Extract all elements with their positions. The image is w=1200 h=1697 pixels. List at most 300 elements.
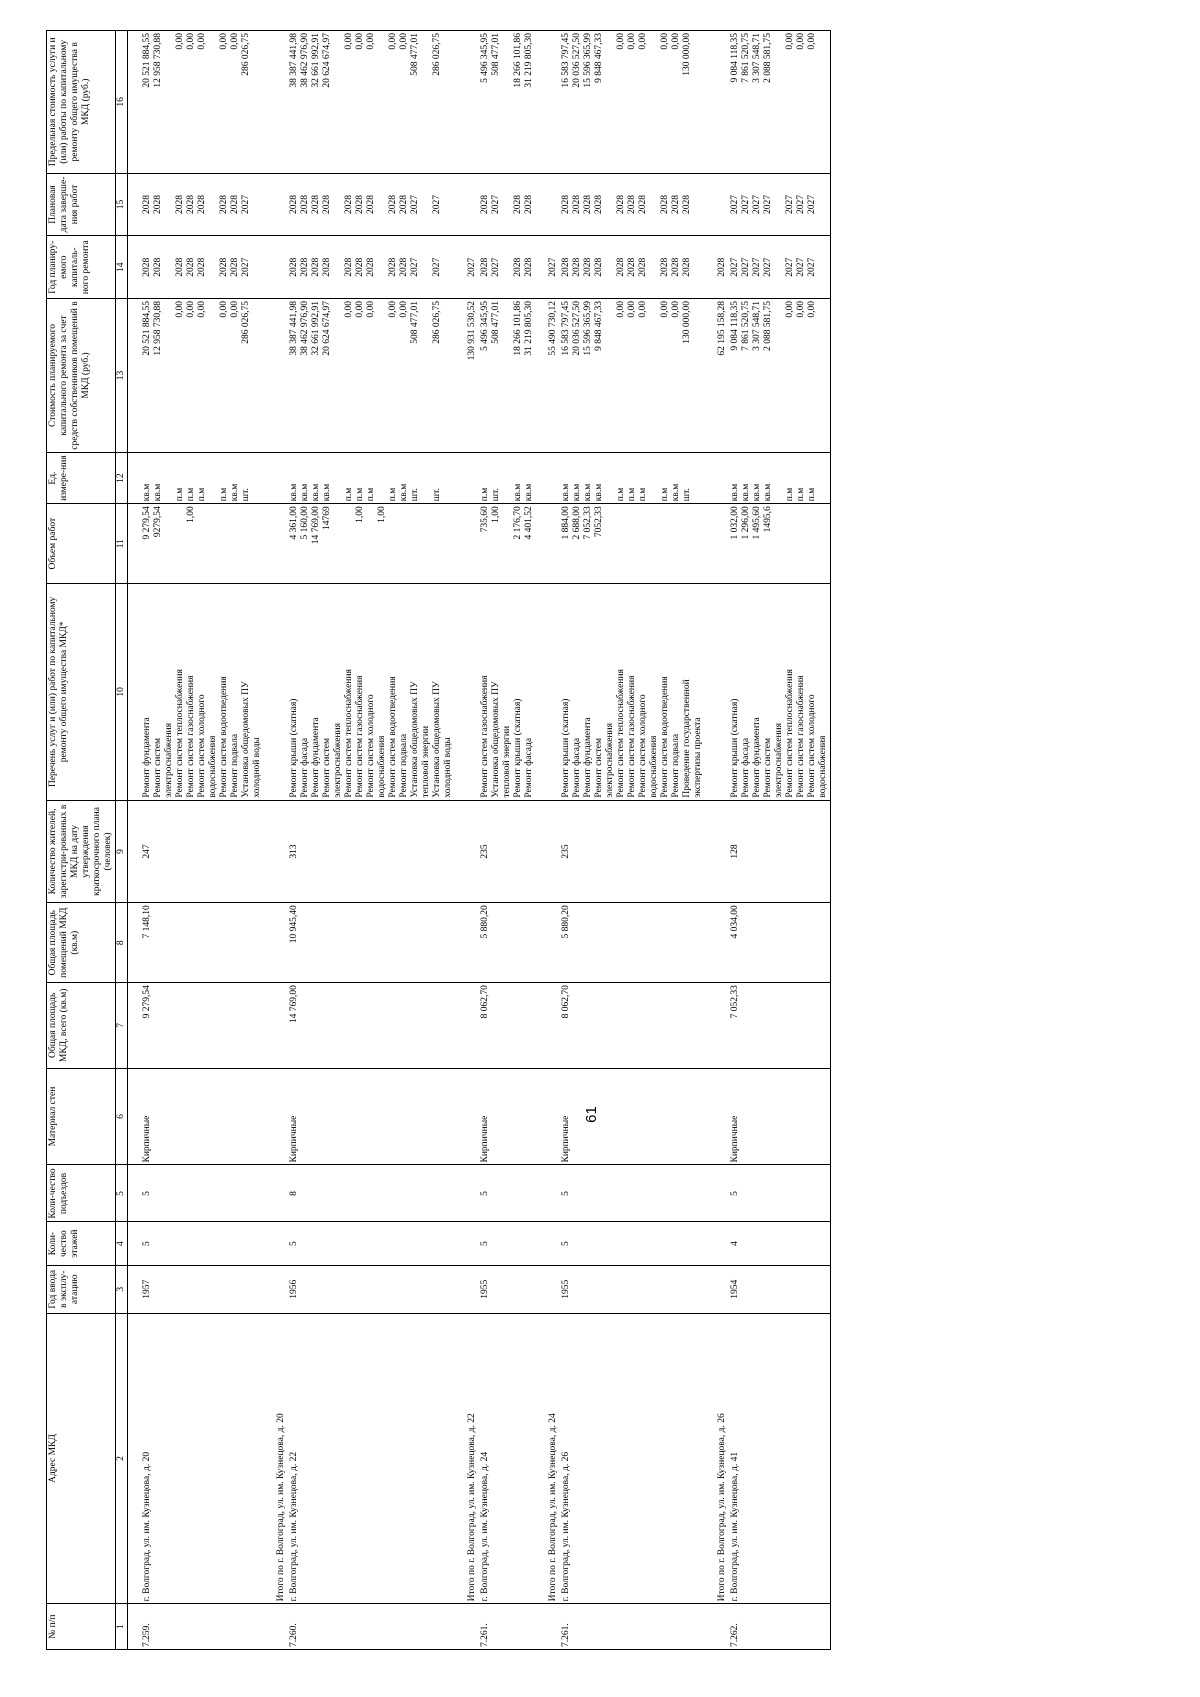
wall-material: Кирпичные — [141, 1068, 264, 1165]
work-unit: п.м — [660, 487, 670, 502]
work-year-column — [141, 236, 264, 299]
work-volume-column — [560, 504, 705, 584]
residents: 128 — [729, 800, 831, 903]
empty-cell — [128, 800, 142, 903]
work-date: 2027 — [763, 195, 773, 214]
work-date: 2028 — [219, 195, 229, 214]
column-header: Материал стен — [47, 1068, 116, 1165]
work-name-line: Ремонт систем холодного — [638, 694, 648, 798]
floors: 5 — [141, 1222, 264, 1265]
column-number: 9 — [116, 800, 128, 903]
work-year: 2028 — [230, 257, 240, 277]
work-date: 2028 — [355, 195, 365, 214]
address-cell: г. Волгоград, ул. им. Кузнецова, д. 20 — [141, 1313, 264, 1604]
column-number: 4 — [116, 1222, 128, 1265]
work-name-line: электроснабжения — [164, 723, 174, 798]
work-unit: кв.м — [513, 483, 523, 502]
work-limit: 7 861 520,75 — [741, 33, 751, 83]
total-year: 2027 — [536, 236, 560, 299]
entrances: 5 — [479, 1165, 536, 1222]
work-year: 2028 — [388, 257, 398, 277]
empty-cell — [705, 1165, 729, 1222]
work-name-line: водоснабжения — [818, 735, 828, 798]
column-header: Общая площадь МКД, всего (кв.м) — [47, 983, 116, 1069]
empty-cell — [264, 983, 288, 1069]
work-name-line: Ремонт систем водоотведения — [388, 676, 398, 798]
total-year: 2027 — [455, 236, 479, 299]
work-cost: 0,00 — [785, 301, 795, 318]
empty-cell — [705, 903, 729, 983]
work-limit: 0,00 — [807, 33, 817, 50]
work-year: 2027 — [741, 257, 751, 277]
work-name-line: Ремонт систем — [763, 738, 773, 798]
work-unit-column — [729, 452, 831, 503]
work-limit-column — [560, 31, 705, 174]
total-cost: 130 931 530,52 — [455, 299, 479, 453]
work-cost: 0,00 — [638, 301, 648, 318]
work-unit: шт. — [682, 488, 692, 502]
work-year: 2027 — [763, 257, 773, 277]
work-unit: шт. — [241, 488, 251, 502]
work-limit: 0,00 — [399, 33, 409, 50]
work-volume: 9279,54 — [153, 506, 163, 538]
empty-cell — [536, 504, 560, 584]
empty-cell — [128, 173, 142, 236]
total-label: Итого по г. Волгоград, ул. им. Кузнецова, д. 22 — [455, 1313, 479, 1604]
work-cost: 508 477,01 — [491, 301, 501, 344]
wall-material: Кирпичные — [729, 1068, 831, 1165]
work-year: 2028 — [153, 257, 163, 277]
work-limit: 20 624 674,97 — [322, 33, 332, 88]
work-date: 2028 — [197, 195, 207, 214]
work-volume: 1 495,60 — [752, 506, 762, 540]
total-label: Итого по г. Волгоград, ул. им. Кузнецова, д. 24 — [536, 1313, 560, 1604]
work-limit: 18 266 101,86 — [513, 33, 523, 88]
work-date: 2027 — [491, 195, 501, 214]
column-number: 15 — [116, 173, 128, 236]
work-date: 2028 — [572, 195, 582, 214]
work-unit: кв.м — [142, 483, 152, 502]
work-date: 2028 — [561, 195, 571, 214]
commission-year: 1954 — [729, 1265, 831, 1313]
work-unit: кв.м — [741, 483, 751, 502]
work-cost: 16 583 797,45 — [561, 301, 571, 356]
residents: 235 — [479, 800, 536, 903]
work-name-line: Ремонт систем теплоснабжения — [175, 669, 185, 798]
work-volume: 1,00 — [186, 506, 196, 523]
work-unit: кв.м — [230, 483, 240, 502]
empty-cell — [128, 452, 142, 503]
total-year — [264, 236, 288, 299]
area-total: 9 279,54 — [141, 983, 264, 1069]
entrances: 5 — [560, 1165, 705, 1222]
work-date: 2028 — [660, 195, 670, 214]
empty-cell — [264, 584, 288, 801]
work-cost: 0,00 — [197, 301, 207, 318]
empty-cell — [264, 1604, 288, 1650]
column-header: Плановая дата заверше-ния работ — [47, 173, 116, 236]
work-limit: 38 462 976,90 — [300, 33, 310, 88]
work-volume: 7 052,33 — [583, 506, 593, 540]
empty-cell — [455, 504, 479, 584]
empty-cell — [264, 173, 288, 236]
column-header: Год планиру-емого капиталь-ного ремонта — [47, 236, 116, 299]
work-name-line: Ремонт систем газоснабжения — [796, 675, 806, 798]
work-unit: кв.м — [763, 483, 773, 502]
work-limit: 12 958 730,88 — [153, 33, 163, 88]
work-year: 2028 — [594, 257, 604, 277]
work-unit: п.м — [638, 487, 648, 502]
empty-cell — [536, 173, 560, 236]
row-number: 7.260. — [288, 1604, 455, 1650]
work-name-line: Ремонт систем водоотведения — [660, 676, 670, 798]
work-cost: 12 958 730,88 — [153, 301, 163, 356]
column-number: 8 — [116, 903, 128, 983]
work-name-line: Ремонт систем теплоснабжения — [344, 669, 354, 798]
wall-material: Кирпичные — [288, 1068, 455, 1165]
work-unit: шт. — [491, 488, 501, 502]
building-row — [560, 31, 705, 1650]
work-unit: п.м — [796, 487, 806, 502]
empty-cell — [705, 504, 729, 584]
column-number-row — [116, 31, 128, 1650]
commission-year: 1955 — [560, 1265, 705, 1313]
empty-cell — [705, 31, 729, 174]
empty-cell — [536, 983, 560, 1069]
work-date-column — [560, 173, 705, 236]
column-number: 13 — [116, 299, 128, 453]
work-unit-column — [479, 452, 536, 503]
work-date: 2028 — [153, 195, 163, 214]
work-year: 2028 — [355, 257, 365, 277]
work-name-line: Ремонт систем теплоснабжения — [785, 669, 795, 798]
work-limit: 31 219 805,30 — [524, 33, 534, 88]
work-volume: 735,60 — [480, 506, 490, 533]
total-row — [128, 31, 142, 1650]
work-year: 2028 — [289, 257, 299, 277]
work-limit: 130 000,00 — [682, 33, 692, 76]
work-cost: 20 624 674,97 — [322, 301, 332, 356]
work-year: 2027 — [785, 257, 795, 277]
work-volume: 4 361,00 — [289, 506, 299, 540]
work-cost: 0,00 — [671, 301, 681, 318]
work-year-column — [729, 236, 831, 299]
address-cell: г. Волгоград, ул. им. Кузнецова, д. 24 — [479, 1313, 536, 1604]
work-name-line: Ремонт фундамента — [583, 717, 593, 798]
work-date: 2028 — [627, 195, 637, 214]
empty-cell — [128, 31, 142, 174]
empty-cell — [455, 584, 479, 801]
work-year: 2028 — [175, 257, 185, 277]
work-cost: 0,00 — [230, 301, 240, 318]
work-limit: 0,00 — [627, 33, 637, 50]
work-year: 2028 — [671, 257, 681, 277]
empty-cell — [455, 1068, 479, 1165]
empty-cell — [705, 173, 729, 236]
work-cost: 20 036 527,50 — [572, 301, 582, 356]
empty-cell — [455, 1222, 479, 1265]
work-name-line: Ремонт систем — [322, 738, 332, 798]
address-cell: г. Волгоград, ул. им. Кузнецова, д. 41 — [729, 1313, 831, 1604]
empty-cell — [705, 452, 729, 503]
work-limit-column — [729, 31, 831, 174]
empty-cell — [128, 1265, 142, 1313]
work-year: 2028 — [366, 257, 376, 277]
work-limit: 0,00 — [344, 33, 354, 50]
entrances: 8 — [288, 1165, 455, 1222]
work-date: 2028 — [366, 195, 376, 214]
work-cost: 7 861 520,75 — [741, 301, 751, 351]
work-name-line: водоснабжения — [377, 735, 387, 798]
work-date: 2028 — [388, 195, 398, 214]
entrances: 5 — [141, 1165, 264, 1222]
work-cost: 0,00 — [807, 301, 817, 318]
work-unit: кв.м — [572, 483, 582, 502]
work-name-line: электроснабжения — [774, 723, 784, 798]
address-cell: г. Волгоград, ул. им. Кузнецова, д. 26 — [560, 1313, 705, 1604]
work-unit: кв.м — [524, 483, 534, 502]
work-date-column — [479, 173, 536, 236]
work-cost: 18 266 101,86 — [513, 301, 523, 356]
area-total: 8 062,70 — [479, 983, 536, 1069]
work-year: 2028 — [186, 257, 196, 277]
area-total: 8 062,70 — [560, 983, 705, 1069]
work-limit: 0,00 — [219, 33, 229, 50]
work-name-line: водоснабжения — [208, 735, 218, 798]
work-limit: 9 084 118,35 — [730, 33, 740, 83]
work-year-column — [479, 236, 536, 299]
column-header: Перечень услуг и (или) работ по капитальному ремонту общего имущества МКД* — [47, 584, 116, 801]
wall-material: Кирпичные — [560, 1068, 705, 1165]
work-date: 2028 — [289, 195, 299, 214]
work-name-line: тепловой энергии — [502, 725, 512, 798]
work-date: 2028 — [175, 195, 185, 214]
work-date: 2028 — [399, 195, 409, 214]
work-cost: 508 477,01 — [410, 301, 420, 344]
work-year: 2027 — [432, 257, 442, 277]
area-premises: 4 034,00 — [729, 903, 831, 983]
work-cost-column — [729, 299, 831, 453]
work-cost: 0,00 — [219, 301, 229, 318]
empty-cell — [536, 903, 560, 983]
work-volume: 7052,33 — [594, 506, 604, 538]
work-unit: п.м — [785, 487, 795, 502]
work-unit: п.м — [186, 487, 196, 502]
column-header: Адрес МКД — [47, 1313, 116, 1604]
empty-cell — [536, 1265, 560, 1313]
address-cell: г. Волгоград, ул. им. Кузнецова, д. 22 — [288, 1313, 455, 1604]
work-volume: 14769 — [322, 506, 332, 530]
empty-cell — [536, 800, 560, 903]
work-cost: 0,00 — [175, 301, 185, 318]
empty-cell — [705, 584, 729, 801]
work-unit: п.м — [344, 487, 354, 502]
work-year: 2027 — [730, 257, 740, 277]
work-name-line: холодной воды — [443, 737, 453, 798]
capital-repair-table — [46, 30, 831, 1650]
empty-cell — [536, 1604, 560, 1650]
work-year: 2028 — [197, 257, 207, 277]
work-unit: кв.м — [322, 483, 332, 502]
total-year — [128, 236, 142, 299]
work-volume: 4 401,52 — [524, 506, 534, 540]
total-cost: 55 490 730,12 — [536, 299, 560, 453]
work-cost-column — [560, 299, 705, 453]
work-unit: кв.м — [289, 483, 299, 502]
work-name-line: Ремонт подвала — [671, 733, 681, 798]
work-limit: 32 661 992,91 — [311, 33, 321, 88]
total-year: 2028 — [705, 236, 729, 299]
work-limit: 15 596 365,99 — [583, 33, 593, 88]
empty-cell — [705, 1604, 729, 1650]
column-header: Общая площадь помещений МКД (кв.м) — [47, 903, 116, 983]
work-date: 2028 — [300, 195, 310, 214]
empty-cell — [128, 504, 142, 584]
work-name-line: электроснабжения — [333, 723, 343, 798]
work-date: 2028 — [594, 195, 604, 214]
works-list — [560, 584, 705, 801]
work-unit: кв.м — [730, 483, 740, 502]
empty-cell — [705, 1222, 729, 1265]
work-unit: п.м — [355, 487, 365, 502]
total-label: Итого по г. Волгоград, ул. им. Кузнецова, д. 26 — [705, 1313, 729, 1604]
work-name-line: Ремонт фундамента — [142, 717, 152, 798]
work-name-line: Ремонт фасада — [524, 737, 534, 798]
work-limit: 508 477,01 — [491, 33, 501, 76]
entrances: 5 — [729, 1165, 831, 1222]
work-unit: шт. — [432, 488, 442, 502]
area-total: 14 769,00 — [288, 983, 455, 1069]
work-name-line: Ремонт крыши (скатная) — [289, 698, 299, 798]
empty-cell — [264, 800, 288, 903]
work-limit: 38 387 441,98 — [289, 33, 299, 88]
work-volume: 1495,6 — [763, 506, 773, 533]
work-unit: п.м — [616, 487, 626, 502]
work-volume: 14 769,00 — [311, 506, 321, 545]
work-limit: 2 088 581,75 — [763, 33, 773, 83]
empty-cell — [536, 1165, 560, 1222]
work-limit-column — [479, 31, 536, 174]
work-limit-column — [288, 31, 455, 174]
work-volume: 1,00 — [491, 506, 501, 523]
work-limit: 286 026,75 — [241, 33, 251, 76]
work-year-column — [560, 236, 705, 299]
column-number: 16 — [116, 31, 128, 174]
work-date: 2028 — [513, 195, 523, 214]
column-number: 10 — [116, 584, 128, 801]
work-unit: кв.м — [300, 483, 310, 502]
work-date: 2027 — [752, 195, 762, 214]
column-header: Коли-чество этажей — [47, 1222, 116, 1265]
empty-cell — [455, 800, 479, 903]
work-year: 2027 — [241, 257, 251, 277]
work-limit: 5 496 345,95 — [480, 33, 490, 83]
area-premises: 7 148,10 — [141, 903, 264, 983]
work-cost: 0,00 — [186, 301, 196, 318]
work-cost: 32 661 992,91 — [311, 301, 321, 356]
work-cost: 3 307 548,71 — [752, 301, 762, 351]
column-header: Стоимость планируемого капитального ремонта за счет средств собственников помещений в МКД (руб.) — [47, 299, 116, 453]
work-date: 2028 — [480, 195, 490, 214]
work-date: 2027 — [785, 195, 795, 214]
work-limit: 0,00 — [616, 33, 626, 50]
work-cost: 9 084 118,35 — [730, 301, 740, 351]
work-limit: 0,00 — [660, 33, 670, 50]
work-name-line: Ремонт систем газоснабжения — [186, 675, 196, 798]
work-unit: п.м — [219, 487, 229, 502]
empty-cell — [264, 452, 288, 503]
row-number: 7.261. — [560, 1604, 705, 1650]
work-unit: кв.м — [671, 483, 681, 502]
work-unit: кв.м — [583, 483, 593, 502]
row-number: 7.261. — [479, 1604, 536, 1650]
work-date-column — [729, 173, 831, 236]
work-year: 2028 — [344, 257, 354, 277]
work-year: 2028 — [480, 257, 490, 277]
work-name-line: Ремонт крыши (скатная) — [730, 698, 740, 798]
work-year: 2028 — [572, 257, 582, 277]
work-cost: 0,00 — [366, 301, 376, 318]
commission-year: 1957 — [141, 1265, 264, 1313]
work-volume: 1,00 — [355, 506, 365, 523]
work-name-line: Ремонт систем газоснабжения — [355, 675, 365, 798]
work-date: 2028 — [142, 195, 152, 214]
total-label: Итого по г. Волгоград, ул. им. Кузнецова, д. 20 — [264, 1313, 288, 1604]
work-name-line: Ремонт систем — [594, 738, 604, 798]
work-year: 2028 — [561, 257, 571, 277]
work-name-line: Установка общедомовых ПУ — [410, 681, 420, 798]
work-date: 2028 — [344, 195, 354, 214]
work-date: 2027 — [432, 195, 442, 214]
work-name-line: Ремонт систем газоснабжения — [480, 675, 490, 798]
work-unit-column — [141, 452, 264, 503]
work-year: 2027 — [752, 257, 762, 277]
work-date: 2027 — [730, 195, 740, 214]
column-header: Коли-чество подъездов — [47, 1165, 116, 1222]
total-row — [705, 31, 729, 1650]
work-volume: 1,00 — [377, 506, 387, 523]
work-unit: кв.м — [311, 483, 321, 502]
work-year: 2028 — [399, 257, 409, 277]
work-cost: 5 496 345,95 — [480, 301, 490, 351]
empty-cell — [705, 1068, 729, 1165]
work-name-line: Ремонт систем холодного — [197, 694, 207, 798]
empty-cell — [128, 983, 142, 1069]
column-number: 11 — [116, 504, 128, 584]
work-name-line: Ремонт крыши (скатная) — [561, 698, 571, 798]
column-number: 1 — [116, 1604, 128, 1650]
work-cost: 2 088 581,75 — [763, 301, 773, 351]
work-date: 2028 — [186, 195, 196, 214]
work-limit: 0,00 — [671, 33, 681, 50]
work-year: 2028 — [322, 257, 332, 277]
work-name-line: Установка общедомовых ПУ — [432, 681, 442, 798]
work-year: 2028 — [300, 257, 310, 277]
work-unit: кв.м — [399, 483, 409, 502]
work-unit: п.м — [388, 487, 398, 502]
work-name-line: Ремонт систем теплоснабжения — [616, 669, 626, 798]
work-name-line: Ремонт систем холодного — [366, 694, 376, 798]
work-volume-column — [729, 504, 831, 584]
building-row — [141, 31, 264, 1650]
work-volume-column — [288, 504, 455, 584]
empty-cell — [128, 584, 142, 801]
empty-cell — [705, 983, 729, 1069]
work-limit: 0,00 — [197, 33, 207, 50]
work-cost: 0,00 — [388, 301, 398, 318]
work-name-line: Проведение государственной — [682, 679, 692, 798]
works-list — [479, 584, 536, 801]
